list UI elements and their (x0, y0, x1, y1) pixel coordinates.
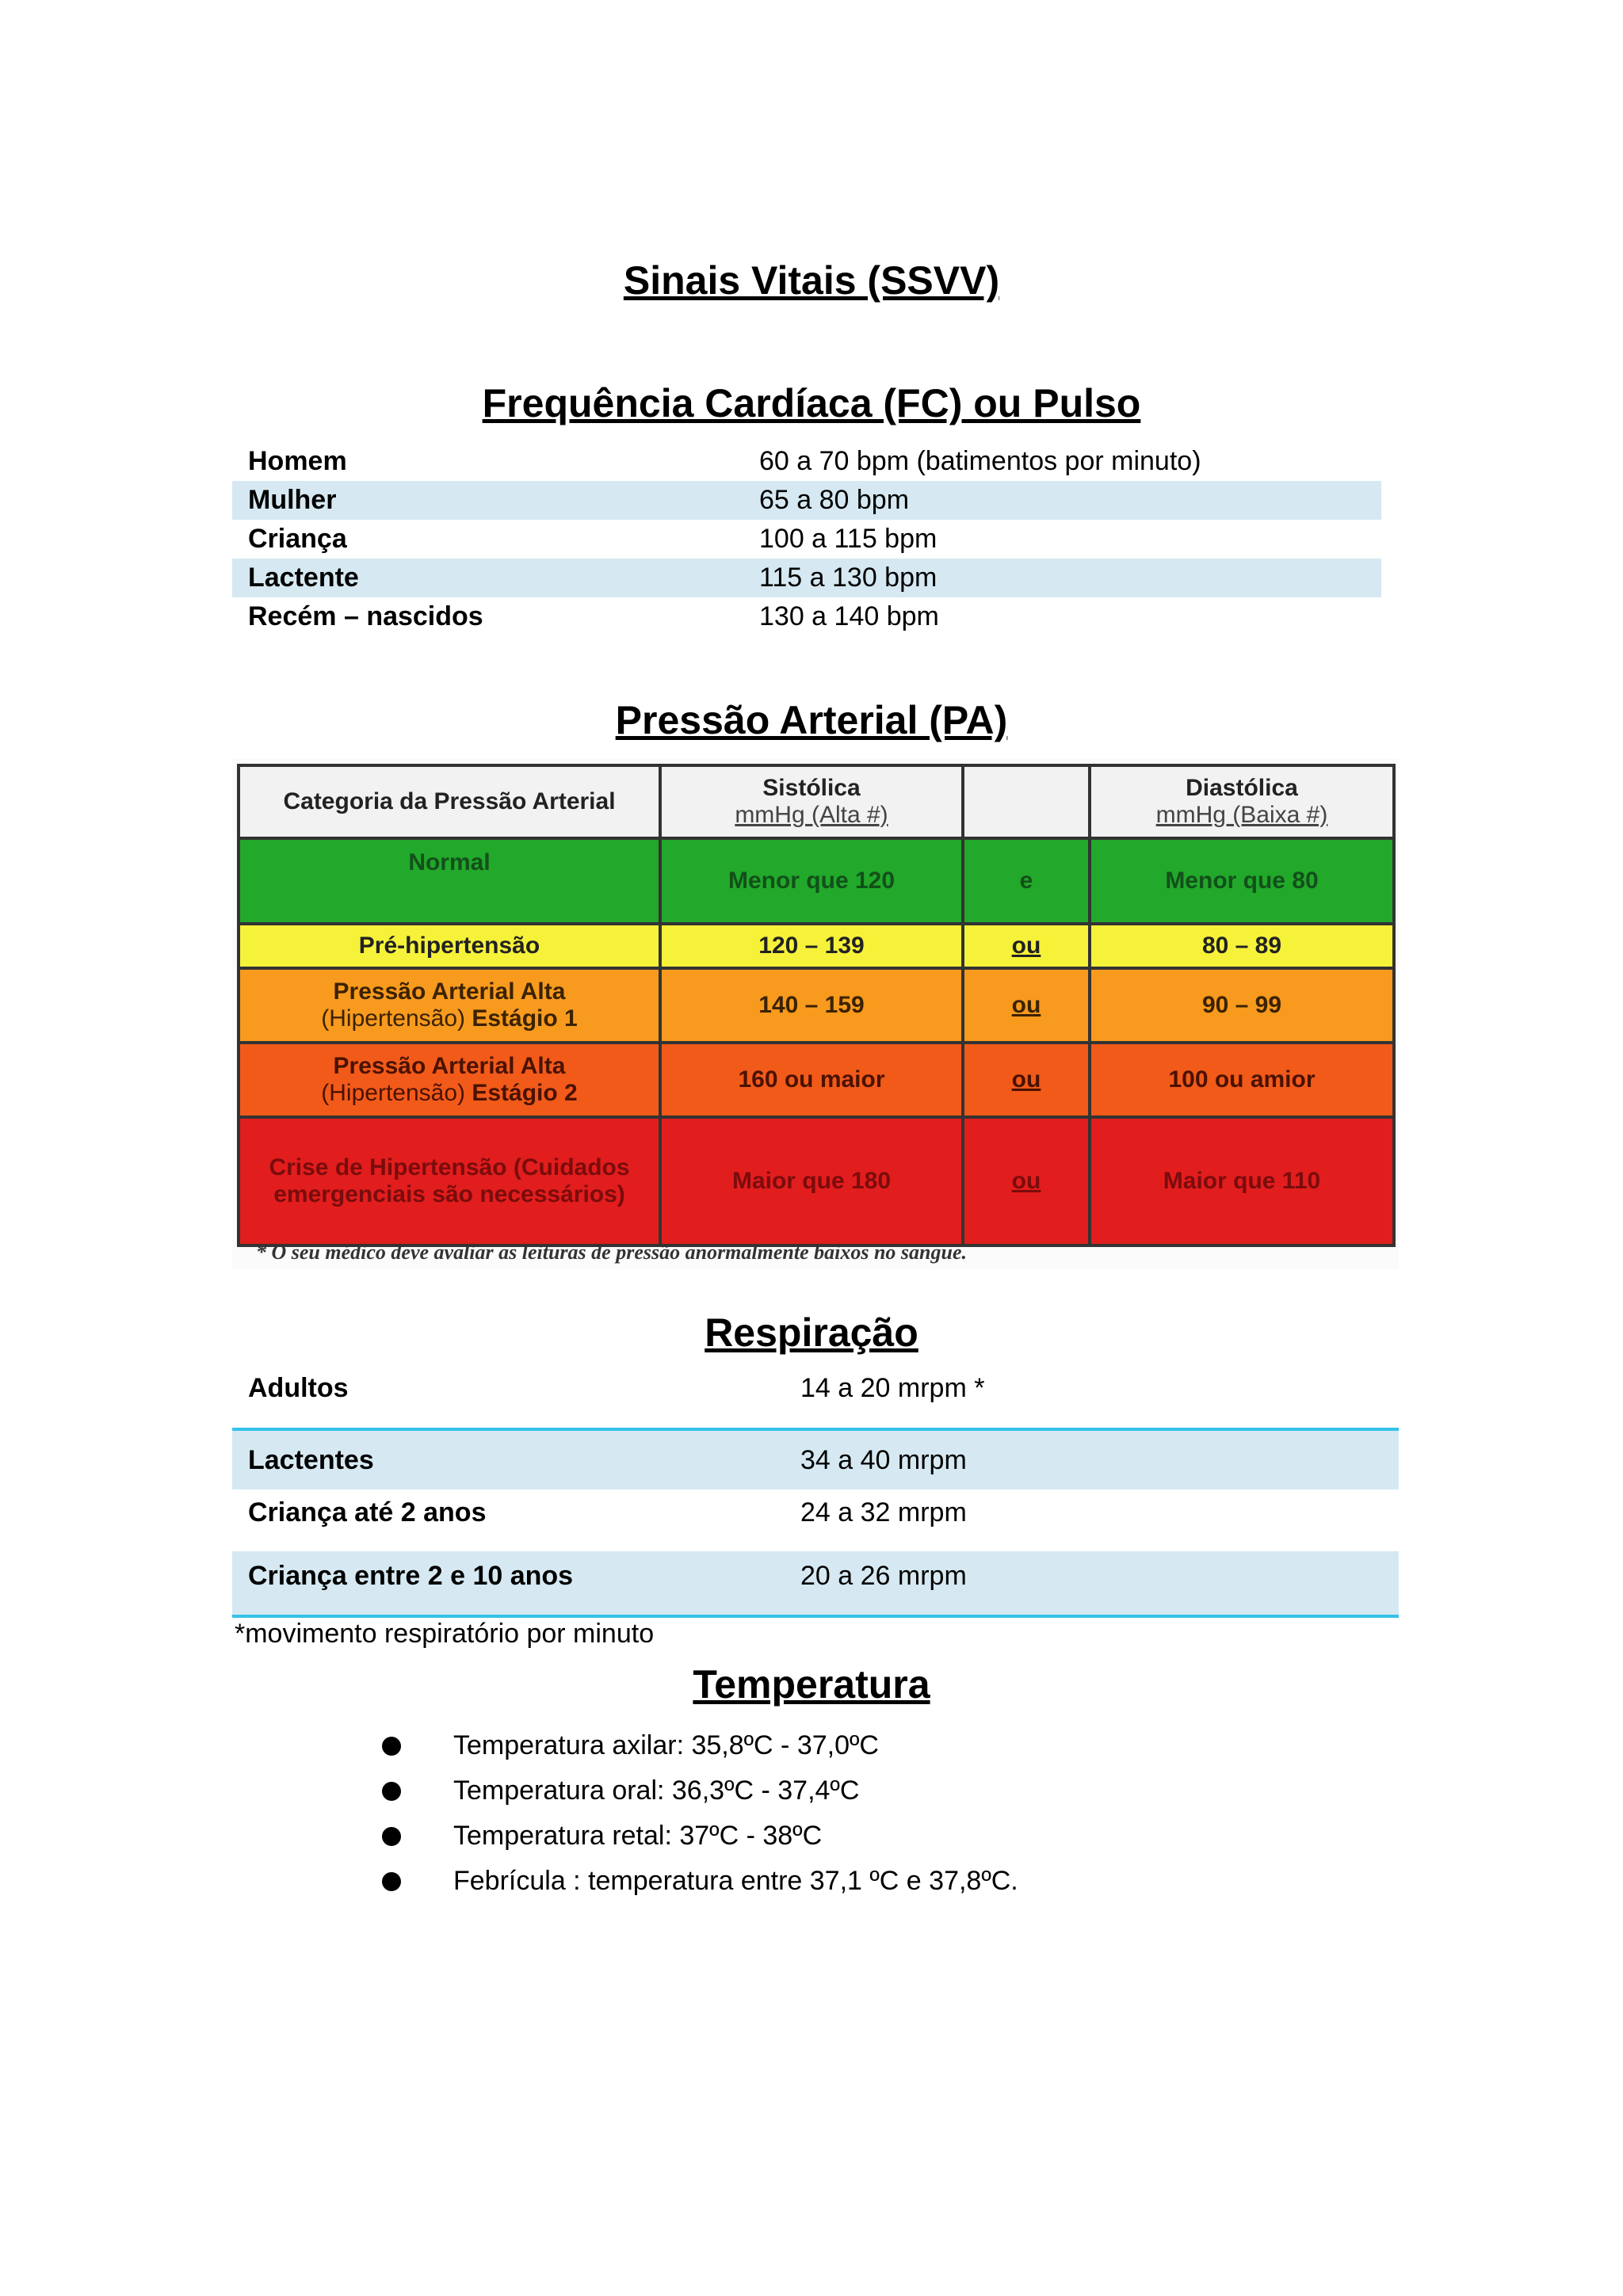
resp-value: 24 a 32 mrpm (800, 1497, 967, 1527)
header-sistolica-unit: mmHg (Alta #) (735, 802, 888, 828)
categoria-stage: Estágio 2 (472, 1080, 578, 1106)
fc-label: Homem (248, 446, 347, 476)
resp-label: Lactentes (248, 1444, 374, 1475)
list-item (382, 1859, 1018, 1904)
diastolica-cell: Maior que 110 (1090, 1117, 1394, 1245)
list-item-text: Temperatura axilar: 35,8ºC - 37,0ºC (453, 1730, 879, 1760)
header-diastolica (1090, 765, 1394, 838)
table-row (239, 1117, 1394, 1245)
bullet-icon (382, 1872, 401, 1891)
bp-table (237, 764, 1396, 1247)
categoria-detail (245, 1005, 654, 1033)
categoria-cell: Pré-hipertensão (239, 924, 660, 968)
diastolica-cell: Menor que 80 (1090, 838, 1394, 924)
resp-table (232, 1360, 1399, 1618)
table-row (232, 1489, 1399, 1551)
categoria-sub: (Hipertensão) (321, 1080, 466, 1106)
categoria-cell (239, 968, 660, 1043)
conector-cell: ou (963, 968, 1090, 1043)
categoria-detail (245, 1080, 654, 1108)
bullet-icon (382, 1737, 401, 1756)
page-title: Sinais Vitais (SSVV) (623, 258, 1000, 303)
sistolica-cell: 120 – 139 (660, 924, 963, 968)
table-row (232, 559, 1381, 597)
fc-value: 130 a 140 bpm (759, 601, 939, 631)
resp-value: 34 a 40 mrpm (800, 1444, 967, 1475)
sistolica-cell: 160 ou maior (660, 1043, 963, 1117)
bp-table-image (232, 759, 1399, 1269)
resp-value: 20 a 26 mrpm (800, 1561, 967, 1591)
temperature-list (382, 1723, 1018, 1904)
categoria-stage: Estágio 1 (472, 1005, 578, 1032)
fc-label: Recém – nascidos (248, 601, 483, 631)
diastolica-cell: 100 ou amior (1090, 1043, 1394, 1117)
header-sistolica (660, 765, 963, 838)
fc-label: Lactente (248, 563, 359, 593)
table-row (232, 1360, 1399, 1431)
diastolica-cell: 90 – 99 (1090, 968, 1394, 1043)
list-item (382, 1814, 1018, 1859)
categoria-main: Pressão Arterial Alta (333, 1052, 566, 1079)
header-categoria: Categoria da Pressão Arterial (239, 765, 660, 838)
resp-value: 14 a 20 mrpm * (800, 1373, 985, 1403)
header-diastolica-title: Diastólica (1186, 774, 1298, 801)
table-row (232, 1551, 1399, 1618)
fc-label: Mulher (248, 485, 337, 515)
table-row (232, 442, 1381, 481)
header-sistolica-title: Sistólica (762, 774, 861, 801)
categoria-cell (239, 1043, 660, 1117)
diastolica-cell: 80 – 89 (1090, 924, 1394, 968)
fc-value: 65 a 80 bpm (759, 485, 910, 515)
section-title-respiracao: Respiração (705, 1310, 918, 1355)
resp-label: Adultos (248, 1373, 349, 1403)
list-item-text: Febrícula : temperatura entre 37,1 ºC e 37,8ºC. (453, 1866, 1018, 1896)
bp-footnote: * O seu médico deve avaliar as leituras de pressão anormalmente baixos no sangue. (256, 1241, 967, 1264)
categoria-main: Pressão Arterial Alta (333, 978, 566, 1005)
bullet-icon (382, 1827, 401, 1846)
categoria-cell: Normal (239, 838, 660, 924)
fc-value: 115 a 130 bpm (759, 563, 938, 593)
table-row (232, 1431, 1399, 1489)
table-row (232, 597, 1381, 636)
table-row (239, 968, 1394, 1043)
list-item (382, 1723, 1018, 1768)
bullet-icon (382, 1782, 401, 1801)
conector-cell: ou (963, 924, 1090, 968)
resp-label: Criança entre 2 e 10 anos (248, 1561, 574, 1591)
conector-cell: e (963, 838, 1090, 924)
list-item (382, 1768, 1018, 1814)
section-title-pa: Pressão Arterial (PA) (615, 698, 1008, 742)
fc-value: 60 a 70 bpm (batimentos por minuto) (759, 446, 1201, 476)
list-item-text: Temperatura retal: 37ºC - 38ºC (453, 1821, 823, 1851)
categoria-sub: (Hipertensão) (321, 1005, 466, 1032)
conector-cell: ou (963, 1043, 1090, 1117)
resp-footnote: *movimento respiratório por minuto (235, 1619, 655, 1649)
conector-cell: ou (963, 1117, 1090, 1245)
table-row (232, 520, 1381, 559)
table-header-row (239, 765, 1394, 838)
fc-table (232, 442, 1381, 636)
fc-label: Criança (248, 524, 347, 554)
table-row (239, 924, 1394, 968)
categoria-cell: Crise de Hipertensão (Cuidados emergenciais são necessários) (239, 1117, 660, 1245)
table-row (239, 1043, 1394, 1117)
sistolica-cell: Maior que 180 (660, 1117, 963, 1245)
resp-label: Criança até 2 anos (248, 1497, 487, 1527)
sistolica-cell: 140 – 159 (660, 968, 963, 1043)
header-empty (963, 765, 1090, 838)
table-row (239, 838, 1394, 924)
section-title-fc: Frequência Cardíaca (FC) ou Pulso (482, 381, 1141, 425)
header-diastolica-unit: mmHg (Baixa #) (1155, 802, 1328, 828)
fc-value: 100 a 115 bpm (759, 524, 938, 554)
table-row (232, 481, 1381, 520)
list-item-text: Temperatura oral: 36,3ºC - 37,4ºC (453, 1775, 860, 1806)
section-title-temperatura: Temperatura (693, 1662, 930, 1707)
sistolica-cell: Menor que 120 (660, 838, 963, 924)
